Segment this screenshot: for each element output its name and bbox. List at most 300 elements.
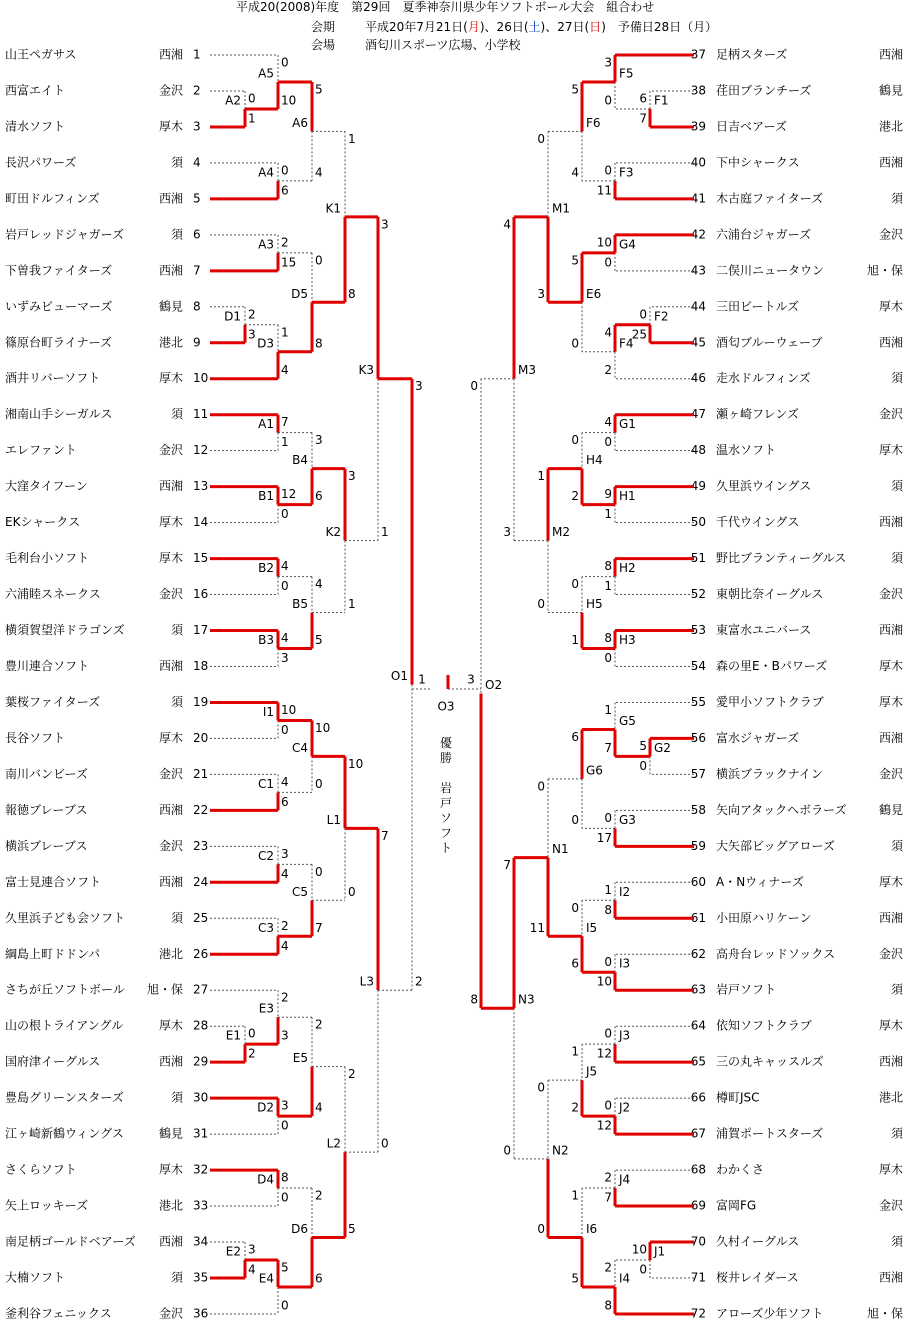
- team-area: 金沢: [878, 227, 903, 242]
- match-score: 0: [571, 900, 579, 915]
- team-area: 港北: [878, 119, 903, 134]
- team-area: 港北: [158, 1198, 183, 1213]
- venue-label: 会場: [311, 38, 336, 52]
- team-name: 六浦睦スネークス: [5, 587, 101, 602]
- match-id: F4: [619, 336, 634, 351]
- team-name: わかくさ: [716, 1162, 765, 1177]
- team-name: 愛甲小ソフトクラブ: [716, 694, 824, 709]
- match-id: J4: [619, 1172, 631, 1187]
- team-name: 山の根トライアングル: [5, 1018, 124, 1033]
- team-number: 20: [193, 730, 209, 745]
- team-name: 大矢部ビッグアローズ: [716, 838, 835, 853]
- match-id: H5: [586, 597, 603, 612]
- match-id: K3: [358, 363, 374, 378]
- match-id: F6: [586, 115, 601, 130]
- match-score: 0: [248, 1026, 256, 1041]
- match-score: 0: [281, 1118, 289, 1133]
- match-score: 8: [348, 286, 356, 301]
- team-name: 久村イーグルス: [716, 1234, 800, 1249]
- team-name: 荏田ブランチーズ: [716, 83, 812, 98]
- final-score-right: 3: [467, 672, 475, 687]
- team-area: 須: [890, 371, 903, 386]
- match-id: E2: [225, 1244, 241, 1259]
- team-name: 東富水ユニバース: [716, 623, 812, 638]
- team-area: 金沢: [878, 946, 903, 961]
- team-number: 37: [690, 47, 706, 62]
- match-score: 0: [537, 597, 545, 612]
- match-id: D2: [257, 1100, 274, 1115]
- team-number: 66: [690, 1090, 706, 1105]
- match-score: 5: [315, 633, 323, 648]
- team-name: 野比ブランティーグルス: [716, 551, 847, 566]
- match-score: 7: [639, 111, 647, 126]
- team-number: 30: [193, 1090, 209, 1105]
- team-number: 14: [193, 515, 209, 530]
- team-name: 報徳ブレーブス: [5, 802, 88, 817]
- match-id: C3: [257, 920, 274, 935]
- match-score: 2: [315, 1188, 323, 1203]
- match-score: 0: [281, 722, 289, 737]
- match-id: J5: [586, 1064, 598, 1079]
- team-area: 須: [890, 838, 903, 853]
- team-name: 富水ジャガーズ: [716, 730, 800, 745]
- match-id: O1: [390, 668, 408, 683]
- team-number: 26: [193, 946, 209, 961]
- match-score: 5: [571, 253, 579, 268]
- team-area: 厚木: [158, 1162, 183, 1177]
- team-area: 西湘: [158, 658, 183, 673]
- team-number: 16: [193, 587, 209, 602]
- team-area: 須: [890, 1234, 903, 1249]
- match-score: 6: [281, 794, 289, 809]
- match-id: A3: [258, 237, 274, 252]
- match-score: 2: [315, 1017, 323, 1032]
- team-area: 西湘: [158, 1054, 183, 1069]
- team-area: 西湘: [878, 730, 903, 745]
- day-mon: 月: [467, 20, 480, 34]
- match-id: O3: [437, 699, 455, 714]
- team-name: 下中シャークス: [716, 155, 800, 170]
- match-id: G6: [586, 763, 603, 778]
- match-id: C1: [257, 776, 274, 791]
- match-id: D6: [291, 1222, 308, 1237]
- team-area: 金沢: [878, 587, 903, 602]
- match-score: 4: [248, 1262, 256, 1277]
- match-score: 0: [315, 864, 323, 879]
- team-name: アローズ少年ソフト: [716, 1306, 824, 1321]
- match-id: A5: [258, 66, 274, 81]
- team-number: 51: [690, 551, 706, 566]
- match-score: 4: [281, 363, 289, 378]
- match-id: G3: [619, 812, 636, 827]
- match-score: 8: [604, 559, 612, 574]
- match-id: I6: [586, 1222, 598, 1237]
- team-area: 厚木: [158, 119, 183, 134]
- team-area: 港北: [158, 946, 183, 961]
- team-name: 湘南山手シーガルス: [5, 407, 113, 422]
- team-area: 須: [890, 551, 903, 566]
- match-id: E4: [258, 1271, 274, 1286]
- team-number: 18: [193, 658, 209, 673]
- team-name: 森の里E・Bパワーズ: [716, 658, 828, 673]
- team-name: 横浜ブレーブス: [5, 838, 88, 853]
- team-name: 桜井レイダース: [716, 1270, 799, 1285]
- match-id: D5: [291, 286, 308, 301]
- match-score: 6: [281, 183, 289, 198]
- match-id: H3: [619, 633, 636, 648]
- team-name: 三の丸キャッスルズ: [716, 1054, 824, 1069]
- match-score: 0: [604, 163, 612, 178]
- match-score: 8: [604, 631, 612, 646]
- match-score: 9: [604, 487, 612, 502]
- match-score: 8: [315, 336, 323, 351]
- match-score: 2: [604, 363, 612, 378]
- match-score: 1: [604, 507, 612, 522]
- team-name: 走水ドルフィンズ: [716, 371, 811, 386]
- match-id: N3: [518, 992, 535, 1007]
- match-id: H2: [619, 561, 636, 576]
- match-score: 3: [381, 217, 389, 232]
- team-area: 西湘: [158, 874, 183, 889]
- match-score: 3: [281, 846, 289, 861]
- match-id: N2: [552, 1143, 569, 1158]
- tournament-title: 平成20(2008)年度 第29回 夏季神奈川県少年ソフトボール大会 組合わせ: [236, 0, 655, 14]
- match-score: 1: [381, 525, 389, 540]
- team-name: 温水ソフト: [716, 443, 777, 458]
- match-score: 1: [348, 597, 356, 612]
- team-area: 金沢: [878, 407, 903, 422]
- match-score: 0: [470, 379, 478, 394]
- match-score: 0: [639, 1262, 647, 1277]
- match-score: 2: [281, 235, 289, 250]
- team-name: 二俣川ニュータウン: [716, 263, 825, 278]
- match-id: I2: [619, 884, 631, 899]
- match-score: 4: [281, 938, 289, 953]
- team-area: 西湘: [158, 479, 183, 494]
- match-score: 10: [596, 235, 612, 250]
- team-area: 厚木: [878, 874, 903, 889]
- match-id: H1: [619, 489, 636, 504]
- match-score: 1: [604, 702, 612, 717]
- match-score: 2: [248, 1046, 256, 1061]
- match-score: 0: [281, 1190, 289, 1205]
- final-score-left: 1: [418, 672, 426, 687]
- team-area: 須: [890, 191, 903, 206]
- match-score: 12: [596, 1046, 612, 1061]
- team-number: 25: [193, 910, 209, 925]
- team-name: 国府津イーグルス: [5, 1054, 101, 1069]
- team-area: 西湘: [158, 47, 183, 62]
- period-dates: 平成20年7月21日(月)、26日(土)、27日(日) 予備日28日（月）: [365, 20, 718, 34]
- match-score: 1: [604, 579, 612, 594]
- team-area: 港北: [158, 335, 183, 350]
- team-name: 大楠ソフト: [5, 1270, 66, 1285]
- match-score: 2: [348, 1067, 356, 1082]
- team-name: 南足柄ゴールドベアーズ: [5, 1234, 136, 1249]
- team-name: さちが丘ソフトボール: [5, 982, 125, 997]
- match-score: 3: [248, 327, 256, 342]
- day-sun: 日: [589, 20, 602, 34]
- team-name: いずみビューマーズ: [5, 299, 113, 314]
- match-score: 7: [281, 415, 289, 430]
- match-id: C4: [291, 740, 308, 755]
- team-number: 60: [690, 874, 706, 889]
- team-name: 釜利谷フェニックス: [5, 1306, 112, 1321]
- team-area: 厚木: [158, 730, 183, 745]
- match-score: 0: [604, 1026, 612, 1041]
- match-id: L3: [359, 974, 374, 989]
- team-area: 厚木: [158, 515, 183, 530]
- team-number: 1: [193, 47, 201, 62]
- team-area: 厚木: [158, 371, 183, 386]
- team-number: 44: [690, 299, 706, 314]
- team-name: 日吉ベアーズ: [716, 119, 788, 134]
- team-name: 長沢パワーズ: [5, 155, 77, 170]
- match-score: 0: [348, 884, 356, 899]
- team-number: 28: [193, 1018, 209, 1033]
- match-score: 4: [315, 577, 323, 592]
- match-id: M2: [552, 525, 570, 540]
- team-name: さくらソフト: [5, 1162, 77, 1177]
- team-number: 62: [690, 946, 706, 961]
- match-score: 0: [604, 1098, 612, 1113]
- team-number: 23: [193, 838, 209, 853]
- match-id: C5: [291, 884, 308, 899]
- match-score: 0: [604, 810, 612, 825]
- match-id: O2: [485, 677, 503, 692]
- team-area: 西湘: [878, 515, 903, 530]
- team-number: 7: [193, 263, 201, 278]
- match-score: 0: [571, 812, 579, 827]
- team-area: 厚木: [878, 299, 903, 314]
- team-number: 17: [193, 623, 209, 638]
- team-number: 43: [690, 263, 706, 278]
- team-number: 70: [690, 1234, 706, 1249]
- match-score: 5: [639, 738, 647, 753]
- match-score: 7: [604, 1190, 612, 1205]
- team-name: 毛利台小ソフト: [5, 551, 90, 566]
- team-name: 東朝比奈イーグルス: [716, 587, 824, 602]
- team-name: 山王ペガサス: [5, 47, 77, 62]
- match-id: G4: [619, 237, 636, 252]
- match-id: B1: [258, 489, 274, 504]
- match-score: 10: [596, 974, 612, 989]
- team-number: 11: [193, 407, 209, 422]
- match-score: 0: [604, 954, 612, 969]
- match-score: 10: [631, 1242, 647, 1257]
- match-id: I4: [619, 1271, 631, 1286]
- match-id: K1: [325, 201, 341, 216]
- match-score: 0: [537, 1222, 545, 1237]
- team-number: 64: [690, 1018, 706, 1033]
- period-label: 会期: [311, 20, 336, 34]
- match-score: 1: [537, 469, 545, 484]
- match-id: A2: [225, 93, 241, 108]
- team-area: 鶴見: [158, 1126, 183, 1141]
- team-number: 2: [193, 83, 201, 98]
- match-id: B5: [292, 597, 308, 612]
- team-number: 50: [690, 515, 706, 530]
- team-name: 三田ビートルズ: [716, 299, 800, 314]
- match-score: 0: [381, 1136, 389, 1151]
- match-score: 10: [281, 93, 297, 108]
- team-number: 48: [690, 443, 706, 458]
- team-area: 須: [170, 1090, 183, 1105]
- match-score: 2: [248, 307, 256, 322]
- team-name: 富岡FG: [716, 1198, 757, 1213]
- match-score: 12: [281, 487, 297, 502]
- team-name: 大窪タイフーン: [5, 479, 88, 494]
- team-number: 29: [193, 1054, 209, 1069]
- team-area: 西湘: [158, 802, 183, 817]
- team-number: 34: [193, 1234, 209, 1249]
- team-number: 4: [193, 155, 201, 170]
- match-score: 4: [315, 1100, 323, 1115]
- team-area: 鶴見: [878, 802, 903, 817]
- team-area: 西湘: [878, 47, 903, 62]
- match-id: M1: [552, 201, 570, 216]
- team-number: 35: [193, 1270, 209, 1285]
- team-number: 32: [193, 1162, 209, 1177]
- team-number: 53: [690, 623, 706, 638]
- team-name: 千代ウイングス: [716, 515, 800, 530]
- match-id: B2: [258, 561, 274, 576]
- match-score: 0: [315, 253, 323, 268]
- match-id: L1: [326, 812, 341, 827]
- match-score: 2: [415, 974, 423, 989]
- team-area: 須: [890, 982, 903, 997]
- match-score: 8: [281, 1170, 289, 1185]
- team-number: 63: [690, 982, 706, 997]
- match-id: G5: [619, 713, 636, 728]
- match-score: 7: [381, 828, 389, 843]
- match-score: 2: [281, 990, 289, 1005]
- team-number: 68: [690, 1162, 706, 1177]
- match-score: 8: [604, 902, 612, 917]
- team-area: 須: [170, 155, 183, 170]
- match-score: 4: [604, 325, 612, 340]
- team-name: 江ヶ崎新鶴ウィングス: [5, 1126, 124, 1141]
- match-score: 4: [281, 774, 289, 789]
- team-number: 52: [690, 587, 706, 602]
- match-id: C2: [257, 848, 274, 863]
- team-number: 5: [193, 191, 201, 206]
- match-score: 0: [537, 779, 545, 794]
- team-name: 酒匂ブルーウェーブ: [716, 335, 823, 350]
- match-score: 7: [315, 920, 323, 935]
- team-name: 高舟台レッドソックス: [716, 946, 836, 961]
- team-name: EKシャークス: [5, 515, 81, 530]
- team-area: 港北: [878, 1090, 903, 1105]
- match-score: 1: [604, 882, 612, 897]
- team-area: 厚木: [878, 658, 903, 673]
- match-id: J2: [619, 1100, 631, 1115]
- team-name: 矢上ロッキーズ: [5, 1198, 89, 1213]
- team-name: 足柄スターズ: [716, 47, 788, 62]
- match-score: 0: [281, 163, 289, 178]
- day-sat: 土: [528, 20, 541, 34]
- team-area: 須: [170, 623, 183, 638]
- team-name: 久里浜子ども会ソフト: [5, 910, 126, 925]
- match-id: N1: [552, 842, 569, 857]
- team-number: 49: [690, 479, 706, 494]
- match-score: 4: [315, 165, 323, 180]
- team-number: 71: [690, 1270, 706, 1285]
- match-score: 11: [596, 183, 612, 198]
- team-area: 須: [170, 1270, 183, 1285]
- match-score: 15: [281, 255, 297, 270]
- match-score: 3: [281, 1098, 289, 1113]
- team-number: 69: [690, 1198, 706, 1213]
- match-id: A4: [258, 165, 274, 180]
- team-area: 西湘: [158, 263, 183, 278]
- match-id: A1: [258, 417, 274, 432]
- match-score: 10: [315, 720, 331, 735]
- team-area: 厚木: [878, 1018, 903, 1033]
- match-score: 0: [281, 55, 289, 70]
- match-score: 7: [604, 740, 612, 755]
- match-score: 0: [537, 1080, 545, 1095]
- team-area: 須: [170, 910, 183, 925]
- match-id: G1: [619, 417, 636, 432]
- match-score: 0: [604, 255, 612, 270]
- match-id: K2: [325, 525, 341, 540]
- team-area: 須: [890, 479, 903, 494]
- match-score: 0: [604, 93, 612, 108]
- team-number: 22: [193, 802, 209, 817]
- match-score: 0: [248, 91, 256, 106]
- match-score: 0: [281, 1298, 289, 1313]
- team-number: 55: [690, 694, 706, 709]
- team-area: 厚木: [878, 443, 903, 458]
- team-area: 西湘: [878, 1270, 903, 1285]
- match-score: 1: [281, 325, 289, 340]
- match-id: F3: [619, 165, 634, 180]
- team-number: 67: [690, 1126, 706, 1141]
- team-area: 旭・保: [146, 982, 183, 997]
- team-name: 西富エイト: [5, 83, 66, 98]
- match-score: 5: [281, 1260, 289, 1275]
- team-number: 58: [690, 802, 706, 817]
- match-score: 12: [596, 1118, 612, 1133]
- match-score: 0: [571, 577, 579, 592]
- team-name: 矢向アタックへボラーズ: [716, 802, 847, 817]
- team-name: A・Nウィナーズ: [716, 874, 804, 889]
- team-number: 72: [690, 1306, 706, 1321]
- team-name: 樽町JSC: [716, 1090, 760, 1105]
- match-score: 0: [315, 776, 323, 791]
- match-score: 17: [596, 830, 612, 845]
- team-number: 59: [690, 838, 706, 853]
- team-number: 54: [690, 658, 706, 673]
- match-score: 5: [348, 1222, 356, 1237]
- team-area: 金沢: [878, 766, 903, 781]
- team-area: 金沢: [158, 587, 183, 602]
- team-area: 旭・保: [866, 1306, 903, 1321]
- match-score: 1: [348, 131, 356, 146]
- team-area: 金沢: [158, 838, 183, 853]
- team-number: 56: [690, 730, 706, 745]
- team-number: 38: [690, 83, 706, 98]
- match-score: 3: [348, 469, 356, 484]
- team-area: 須: [170, 227, 183, 242]
- team-area: 西湘: [878, 335, 903, 350]
- team-name: 下曽我ファイターズ: [5, 263, 113, 278]
- venue: 酒匂川スポーツ広場、小学校: [365, 38, 521, 52]
- team-number: 10: [193, 371, 209, 386]
- team-area: 金沢: [158, 443, 183, 458]
- team-area: 須: [890, 1126, 903, 1141]
